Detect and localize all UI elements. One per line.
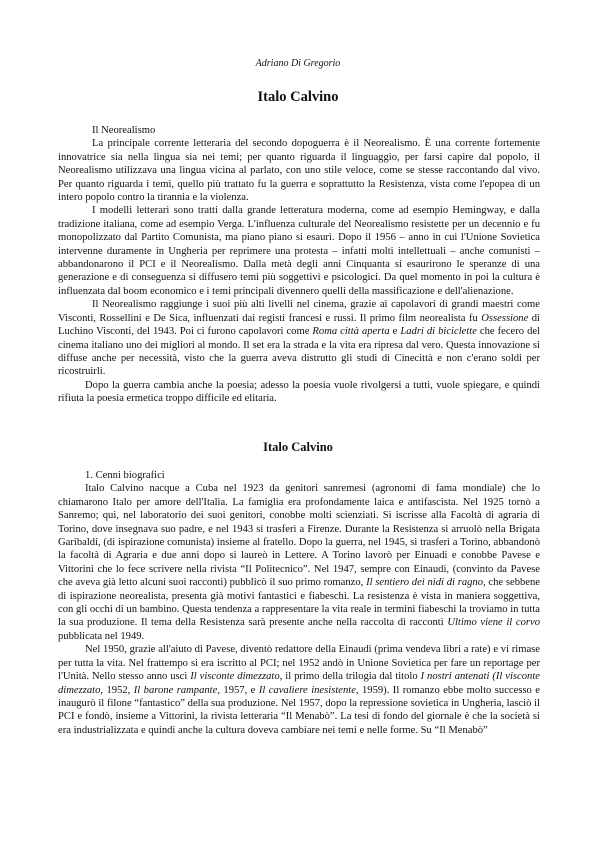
paragraph-text: 1952,	[103, 684, 134, 696]
book-title: Il barone rampante,	[133, 684, 220, 696]
paragraph-text: Il Neorealismo raggiunge i suoi più alti livelli nel cinema, grazie ai capolavori di grandi maestri come Visconti, Rossellini e De Sica, influenzati dai registi francesi e russi. Il primo film neorealista fu	[58, 299, 540, 324]
paragraph-text: Italo Calvino nacque a Cuba nel 1923 da genitori sanremesi (agronomi di fama mondiale) che lo chiamarono Italo per amore dell'Italia. La famiglia era profondamente laica e antifascista. Nel 1925 tornò a Sanremo; qui, nel laboratorio dei suoi genitori, conobbe molti scienziati. Si iscrisse alla Facoltà di agraria di Torino, dove insegnava suo padre, e nel 1943 si trasferì a Firenze. Durante la Resistenza si arruolò nella Brigata Garibaldi, (di ispirazione comunista) insieme al fratello. Dopo la guerra, nel 1945, si trasferì a Torino, abbandonò la facoltà di Agraria e due anni dopo si laureò in Lettere. A Torino lavorò per Einuadi e conobbe Pavese e Vittorini che lo fece scrivere nella rivista “Il Politecnico”. Nel 1947, sempre con Einaudi, (convinto da Pavese che aveva già letto alcuni suoi racconti) pubblicò il suo primo romanzo,	[58, 483, 540, 589]
paragraph	[58, 643, 540, 737]
film-title: Roma città aperta	[312, 326, 390, 338]
book-title: Il cavaliere inesistente,	[258, 684, 359, 696]
section-neorealismo	[58, 124, 540, 406]
section-title: Italo Calvino	[263, 440, 333, 454]
paragraph	[58, 482, 540, 643]
document-title: Italo Calvino	[257, 89, 339, 105]
paragraph-text: che sebbene di ispirazione neorealista, presenta già motivi fantastici e fiabeschi. La resistenza è vista in maniera soggettiva, con gli occhi di un bambino. Questa tendenza a rappresentare la vita reale in termini fiabeschi la troviamo in tutta la sua produzione. Il tema della Resistenza sarà presente anche nella raccolta di racconti	[58, 577, 540, 629]
section-calvino	[58, 469, 540, 737]
paragraph-text: che fecero del cinema italiano uno dei migliori al mondo. Il set era la strada e la vita era ripresa dal vero. Questa innovazione si diffuse anche per necessità, visto che la guerra aveva distrutto gli studi di Cinecittà e non c'erano soldi per ricostruirli.	[58, 326, 541, 378]
paragraph	[58, 298, 540, 378]
paragraph-text: pubblicata nel 1949.	[58, 630, 145, 642]
book-title: Il sentiero dei nidi di ragno,	[366, 577, 486, 589]
paragraph-text: di Luchino Visconti, del 1943. Poi ci furono capolavori come	[58, 312, 541, 338]
paragraph: Dopo la guerra cambia anche la poesia; adesso la poesia vuole rivolgersi a tutti, vuole spiegare, e quindi rifiuta la poesia ermetica troppo difficile ed elitaria.	[58, 379, 540, 405]
section-heading: Il Neorealismo	[92, 125, 156, 136]
paragraph-text: 1959). Il romanzo ebbe molto successo e inaugurò il filone “fantastico” della sua produzione. Nel 1957, dopo la repressione sovietica in Ungheria, lasciò il PCI e fondò, insieme a Vittorini, la rivista letteraria “Il Menabò”. La tesi di fondo del giornale è che la società si era industrializzata e quindi anche la cultura doveva cambiare nei temi e nelle forme. Su “Il Menabò”	[58, 684, 540, 736]
film-title: Ossessione	[481, 312, 529, 324]
paragraph-text: e	[389, 326, 401, 338]
paragraph-text: Nel 1950, grazie all'aiuto di Pavese, diventò redattore della Einaudi (prima vendeva libri a rate) e vi rimase per tutta la vita. Nel frattempo si era iscritto al PCI; nel 1952 andò in Unione Sovietica per fare un reportage per l'Unità. Nello stesso anno uscì	[58, 644, 540, 683]
paragraph-text: , il primo della trilogia dal titolo	[279, 671, 421, 683]
book-title: I nostri antenati (Il visconte dimezzato,	[58, 671, 540, 696]
paragraph-text: 1957, e	[219, 684, 259, 696]
film-title: Ladri di biciclette	[400, 326, 477, 338]
book-title: Ultimo viene il corvo	[447, 617, 540, 629]
book-title: Il visconte dimezzato	[190, 671, 280, 683]
paragraph: I modelli letterari sono tratti dalla grande letteratura moderna, come ad esempio Hemingway, e dalla tradizione italiana, come ad esempio Verga. L'influenza culturale del Neorealismo resistette per un decennio e fu monopolizzato dal Partito Comunista, ma piano piano si esaurì. Dopo il 1956 – anno in cui l'Unione Sovietica intervenne duramente in Ungheria per reprimere una protesta – infatti molti intellettuali – anche comunisti – abbandonarono il PCI e il Neorealismo. Dalla metà degli anni Cinquanta si esaurirono le speranze di una generazione e di conseguenza si diffusero temi più soggettivi e psicologici. Da quel momento in poi la cultura è influenzata dal boom economico e i temi principali divennero quelli della massificazione e dell'alienazione.	[58, 205, 540, 297]
paragraph: La principale corrente letteraria del secondo dopoguerra è il Neorealismo. È una corrente fortemente innovatrice sia nella lingua sia nei temi; per quanto riguarda il linguaggio, per farsi capire dal popolo, il Neorealismo utilizzava una lingua vicina al parlato, con uno stile veloce, come se stesse raccontando dal vivo. Per quanto riguarda i temi, quello più trattato fu la guerra e soprattutto la Resistenza, vista come l'epopea di un intero popolo contro la tirannia e la violenza.	[58, 138, 540, 204]
author-name: Adriano Di Gregorio	[255, 58, 341, 69]
section-heading: 1. Cenni biografici	[85, 470, 165, 481]
